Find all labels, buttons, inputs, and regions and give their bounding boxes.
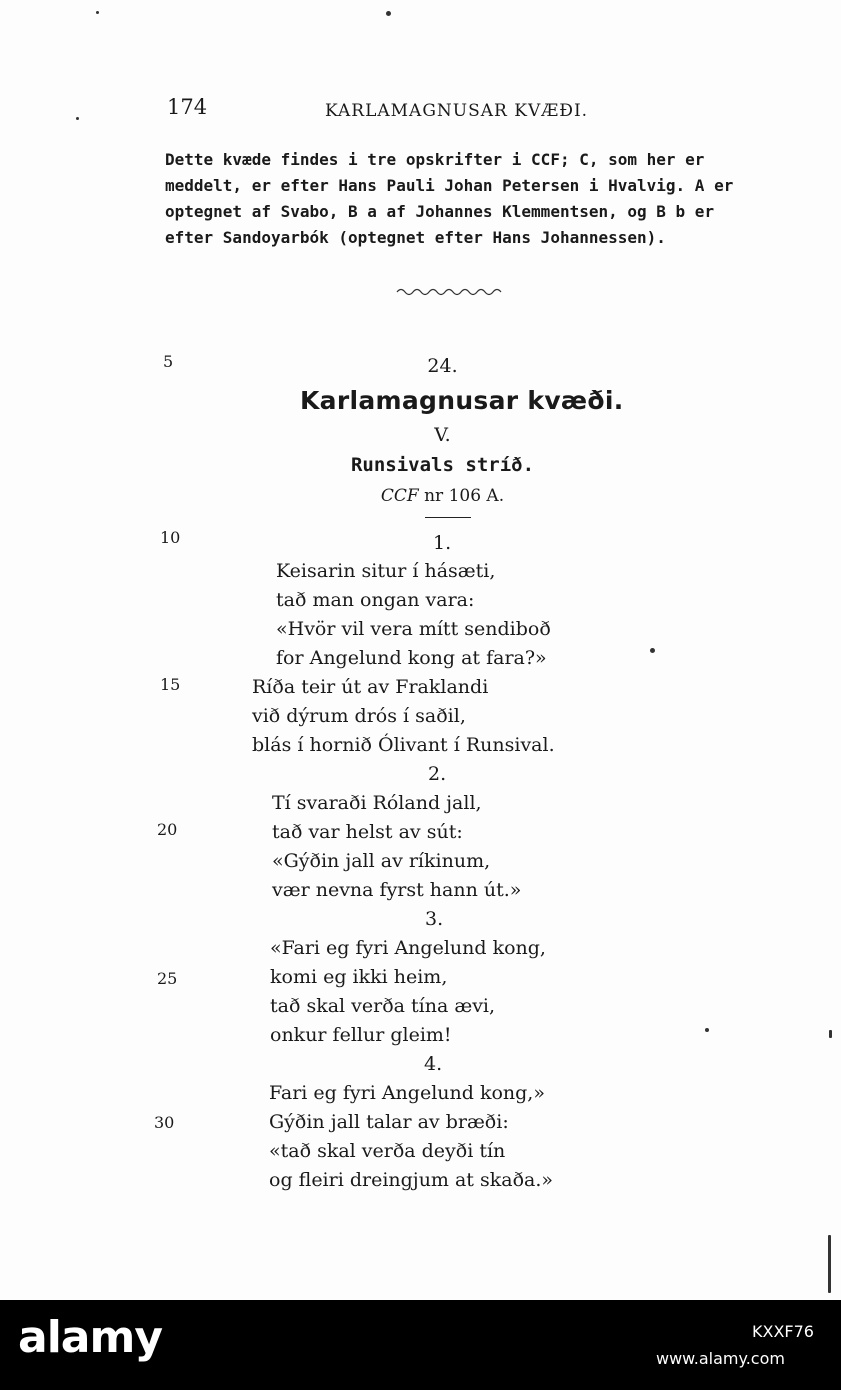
verse-line: Gýðin jall talar av bræði: <box>269 1111 509 1133</box>
verse-line: for Angelund kong at fara?» <box>276 647 547 669</box>
page-number: 174 <box>167 95 208 119</box>
poem-part: V. <box>434 424 451 446</box>
verse-line: við dýrum drós í saðil, <box>252 705 466 727</box>
scan-speck <box>828 1235 831 1293</box>
verse-line: «Gýðin jall av ríkinum, <box>272 850 491 872</box>
verse-line: «Fari eg fyri Angelund kong, <box>270 937 546 959</box>
verse-line: onkur fellur gleim! <box>270 1024 452 1046</box>
source-detail: nr 106 A. <box>418 486 505 506</box>
divider-rule <box>425 517 471 518</box>
poem-subtitle: Runsivals stríð. <box>350 454 535 476</box>
scan-speck <box>829 1030 832 1038</box>
line-number: 30 <box>154 1113 175 1132</box>
stanza-number: 3. <box>425 908 444 930</box>
scan-speck <box>386 11 391 16</box>
verse-line: tað skal verða tína ævi, <box>270 995 496 1017</box>
stanza-number: 4. <box>424 1053 443 1075</box>
stanza-number: 1. <box>433 532 452 554</box>
wavy-ornament-icon <box>395 285 507 299</box>
line-number: 15 <box>160 675 181 694</box>
intro-line: efter Sandoyarbók (optegnet efter Hans Johannessen). <box>165 228 666 247</box>
verse-line: Tí svaraði Róland jall, <box>272 792 482 814</box>
scan-speck <box>76 117 79 120</box>
verse-line: komi eg ikki heim, <box>270 966 448 988</box>
stanza-number: 2. <box>428 763 447 785</box>
verse-line: «tað skal verða deyði tín <box>269 1140 506 1162</box>
source-abbrev: CCF <box>380 486 419 506</box>
poem-number: 24. <box>427 355 458 377</box>
line-number: 10 <box>160 528 181 547</box>
intro-line: Dette kvæde findes i tre opskrifter i CCF; C, som her er <box>165 150 705 169</box>
poem-title: Karlamagnusar kvæði. <box>300 386 624 415</box>
line-number: 20 <box>157 820 178 839</box>
scan-speck <box>96 11 99 14</box>
verse-line: «Hvör vil vera mítt sendiboð <box>276 618 551 640</box>
scan-speck <box>705 1028 709 1032</box>
verse-line: blás í hornið Ólivant í Runsival. <box>252 734 555 756</box>
footer-url: www.alamy.com <box>656 1349 785 1368</box>
source-reference <box>300 486 585 506</box>
verse-line: og fleiri dreingjum at skaða.» <box>269 1169 554 1191</box>
verse-line: tað man ongan vara: <box>276 589 475 611</box>
line-number: 25 <box>157 969 178 988</box>
scan-speck <box>650 648 655 653</box>
alamy-logo: alamy <box>18 1312 162 1363</box>
line-number: 5 <box>163 352 174 371</box>
verse-line: vær nevna fyrst hann út.» <box>272 879 522 901</box>
intro-line: optegnet af Svabo, B a af Johannes Klemmentsen, og B b er <box>165 202 715 221</box>
verse-line: tað var helst av sút: <box>272 821 463 843</box>
verse-line: Keisarin situr í hásæti, <box>276 560 496 582</box>
verse-line: Ríða teir út av Fraklandi <box>252 676 489 698</box>
intro-line: meddelt, er efter Hans Pauli Johan Petersen i Hvalvig. A er <box>165 176 734 195</box>
verse-line: Fari eg fyri Angelund kong,» <box>269 1082 545 1104</box>
running-title: KARLAMAGNUSAR KVÆÐI. <box>325 101 589 121</box>
image-code: KXXF76 <box>752 1322 814 1341</box>
